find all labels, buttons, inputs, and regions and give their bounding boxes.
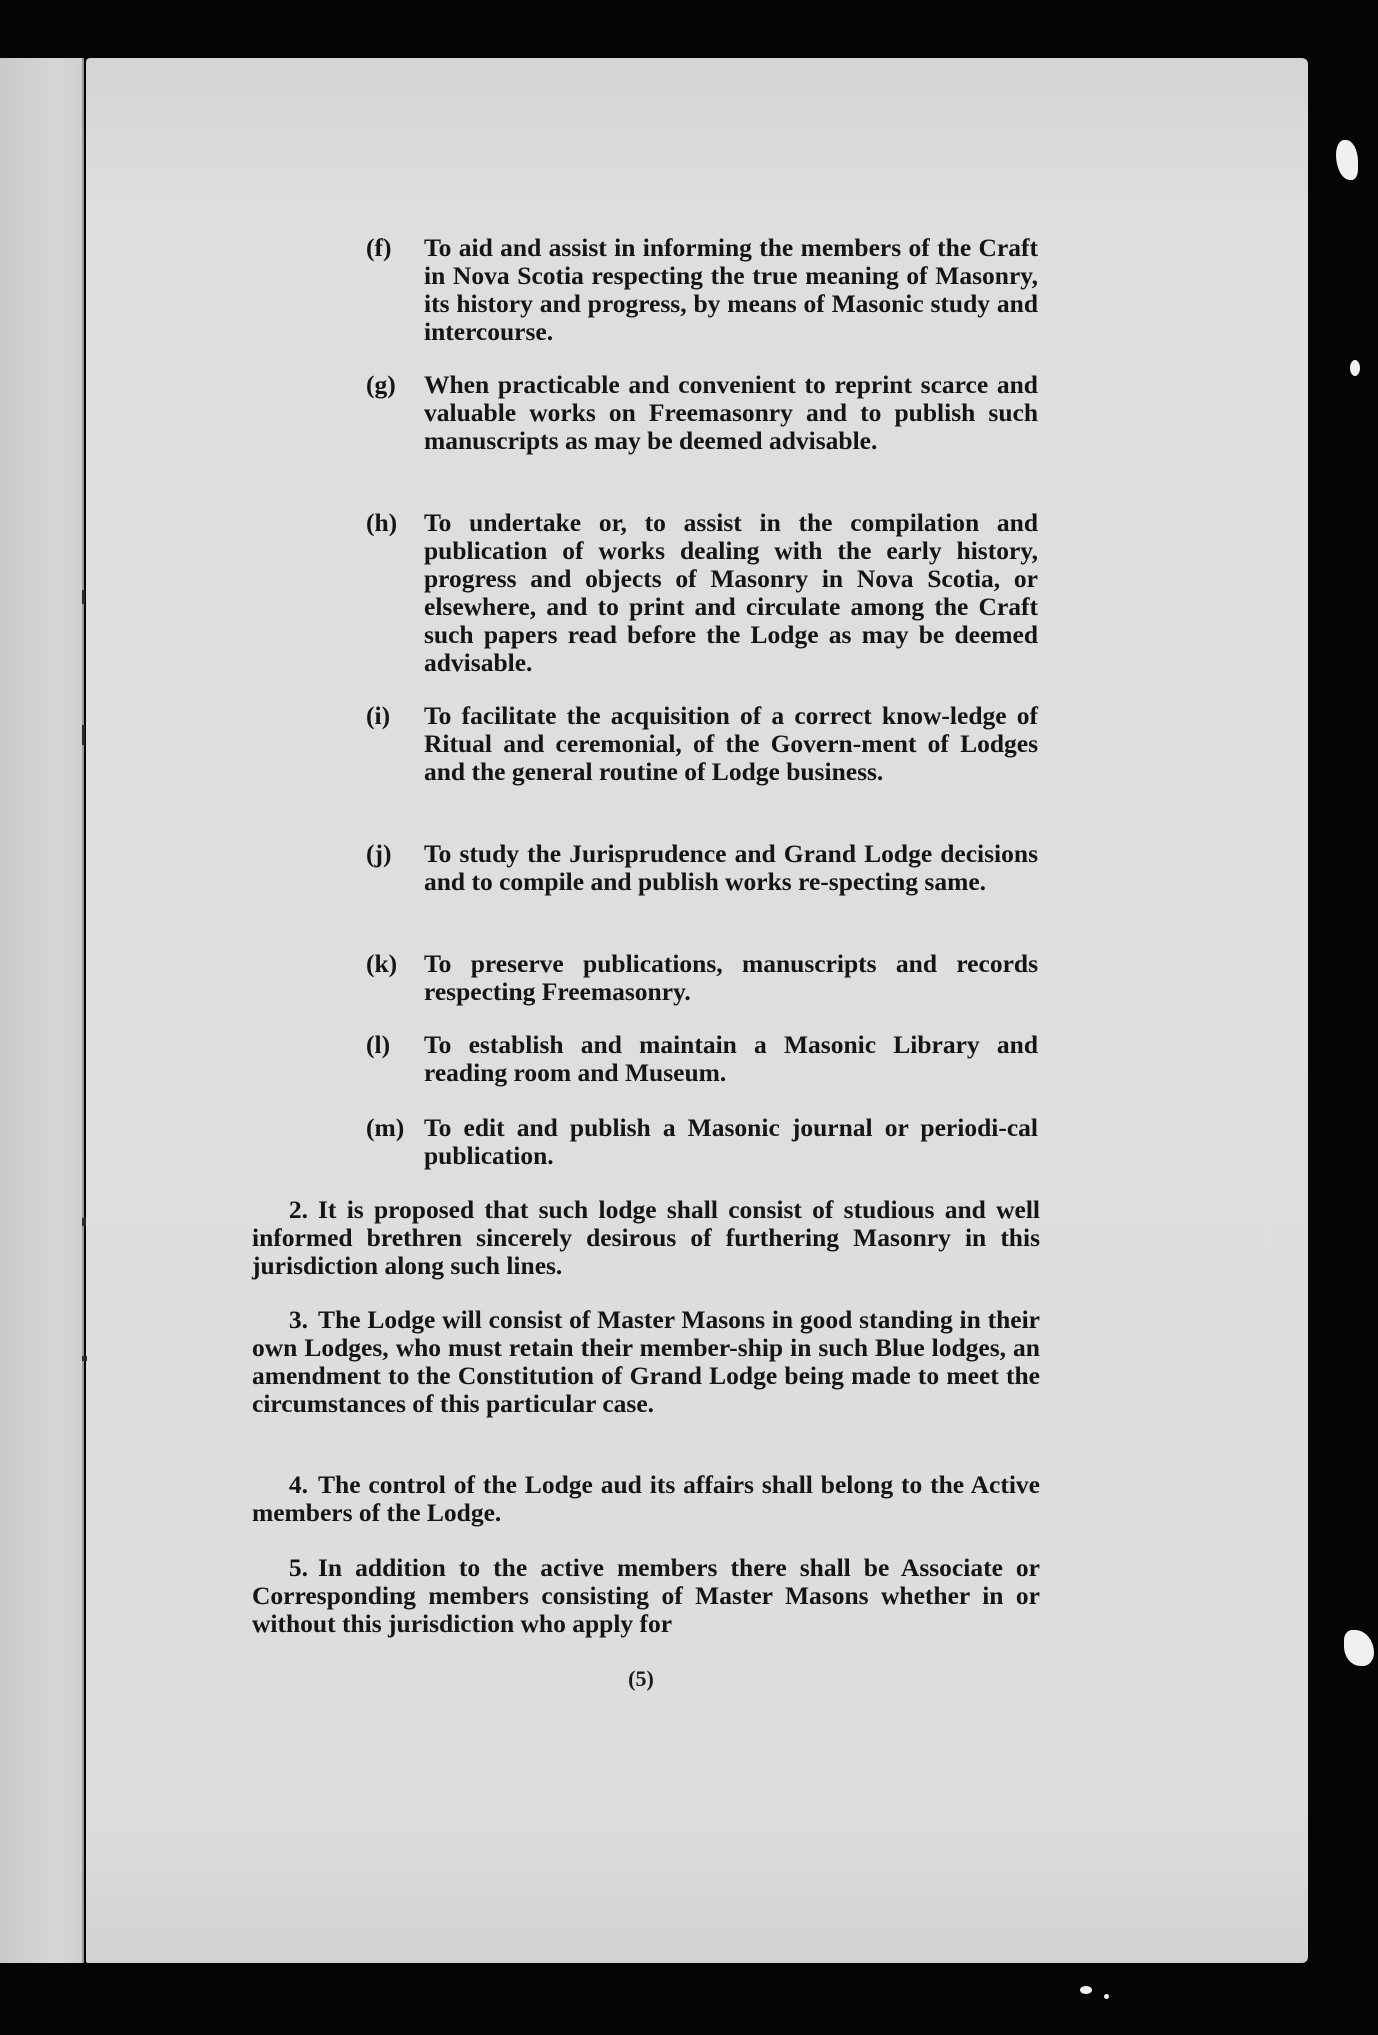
list-item-label: (f): [366, 233, 392, 262]
list-item-label: (j): [366, 839, 392, 868]
list-item-g: [366, 371, 1038, 455]
list-item-label: (i): [366, 701, 391, 730]
list-item-text: To preserve publications, manuscripts and records respecting Freemasonry.: [424, 949, 1038, 1006]
list-item-text: To facilitate the acquisition of a correct know-ledge of Ritual and ceremonial, of the Govern-ment of Lodges and the general routine of Lodge business.: [424, 701, 1038, 786]
list-item-h: [366, 509, 1038, 677]
list-item-text: To edit and publish a Masonic journal or periodi-cal publication.: [424, 1113, 1038, 1170]
paragraph-2: [252, 1196, 1040, 1280]
list-item-text: When practicable and convenient to reprint scarce and valuable works on Freemasonry and to publish such manuscripts as may be deemed advisable.: [424, 370, 1038, 455]
list-item-text: To undertake or, to assist in the compilation and publication of works dealing with the early history, progress and objects of Masonry in Nova Scotia, or elsewhere, and to print and circulate among the Craft such papers read before the Lodge as may be deemed advisable.: [424, 508, 1038, 677]
paragraph-text: It is proposed that such lodge shall consist of studious and well informed brethren sincerely desirous of furthering Masonry in this jurisdiction along such lines.: [252, 1195, 1040, 1280]
list-item-text: To establish and maintain a Masonic Library and reading room and Museum.: [424, 1030, 1038, 1087]
list-item-label: (l): [366, 1030, 391, 1059]
list-item-label: (k): [366, 949, 398, 978]
scan-speck: [1104, 1994, 1109, 1999]
paragraph-text: The Lodge will consist of Master Masons in good standing in their own Lodges, who must retain their member-ship in such Blue lodges, an amendment to the Constitution of Grand Lodge being made to meet the circumstances of this particular case.: [252, 1305, 1040, 1418]
scan-speck: [1350, 360, 1360, 376]
scan-mark: [82, 590, 85, 604]
list-item-m: [366, 1114, 1038, 1170]
list-item-text: To aid and assist in informing the members of the Craft in Nova Scotia respecting the true meaning of Masonry, its history and progress, by means of Masonic study and intercourse.: [424, 233, 1038, 346]
scan-speck: [1080, 1986, 1092, 1994]
list-item-k: [366, 950, 1038, 1006]
list-item-label: (g): [366, 370, 396, 399]
paragraph-number: 3.: [288, 1305, 308, 1334]
page-number: (5): [628, 1666, 654, 1691]
paragraph-number: 2.: [288, 1195, 308, 1224]
scan-mark: [82, 725, 85, 745]
paragraph-number: 4.: [288, 1470, 308, 1499]
list-item-f: [366, 234, 1038, 346]
scan-mark: [82, 1356, 87, 1361]
list-item-j: [366, 840, 1038, 896]
paragraph-number: 5.: [288, 1553, 308, 1582]
list-item-label: (h): [366, 508, 398, 537]
list-item-l: [366, 1031, 1038, 1087]
paragraph-text: The control of the Lodge aud its affairs shall belong to the Active members of the Lodge.: [252, 1470, 1040, 1527]
paragraph-3: [252, 1306, 1040, 1418]
paragraph-4: [252, 1471, 1040, 1527]
list-item-label: (m): [366, 1113, 405, 1142]
paragraph-text: In addition to the active members there shall be Associate or Corresponding members consisting of Master Masons whether in or without this jurisdiction who apply for: [252, 1553, 1040, 1638]
paragraph-5: [252, 1554, 1040, 1638]
list-item-text: To study the Jurisprudence and Grand Lodge decisions and to compile and publish works re-specting same.: [424, 839, 1038, 896]
list-item-i: [366, 702, 1038, 786]
scan-mark: [82, 1218, 86, 1226]
